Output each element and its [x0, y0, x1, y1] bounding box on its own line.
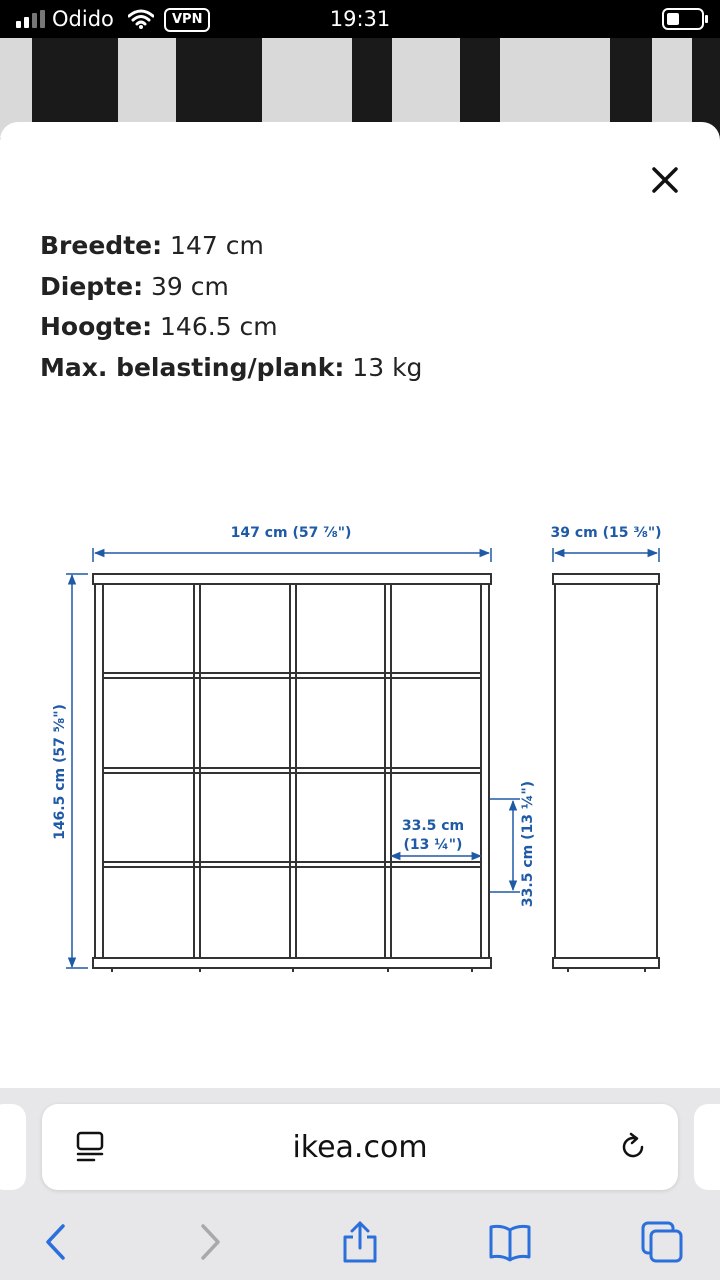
- product-dimensions-sheet: [0, 122, 720, 1088]
- width-dimension-label: 147 cm (57 ⅞"): [230, 525, 352, 541]
- share-icon[interactable]: [338, 1220, 382, 1264]
- browser-toolbar: [0, 1206, 720, 1280]
- next-tab-preview[interactable]: [694, 1104, 720, 1190]
- tabs-icon[interactable]: [640, 1220, 684, 1264]
- cube-height-label: 33.5 cm (13 ¼"): [520, 780, 536, 908]
- carrier-name: Odido: [52, 7, 114, 31]
- dimension-diagram: [0, 482, 720, 1002]
- spec-max-load: Max. belasting/plank: 13 kg: [40, 352, 423, 382]
- spec-height: Hoogte: 146.5 cm: [40, 312, 278, 341]
- address-bar[interactable]: [42, 1104, 678, 1190]
- back-icon[interactable]: [34, 1220, 78, 1264]
- cube-width-label-line2: (13 ¼"): [403, 837, 463, 853]
- spec-list: [40, 226, 422, 388]
- close-icon[interactable]: [645, 160, 685, 200]
- battery-icon: [662, 8, 708, 30]
- bookmarks-icon[interactable]: [488, 1220, 532, 1264]
- url-text[interactable]: ikea.com: [292, 1130, 428, 1165]
- status-time: 19:31: [329, 7, 391, 31]
- previous-tab-preview[interactable]: [0, 1104, 26, 1190]
- spec-depth: Diepte: 39 cm: [40, 271, 229, 301]
- cube-width-label-line1: 33.5 cm: [401, 818, 465, 834]
- spec-width: Breedte: 147 cm: [40, 231, 264, 260]
- shelf-front-view: [93, 574, 491, 972]
- reload-icon[interactable]: [616, 1130, 650, 1164]
- vpn-badge: VPN: [164, 8, 210, 32]
- browser-chrome: [0, 1088, 720, 1280]
- status-bar: [0, 0, 720, 38]
- forward-icon[interactable]: [188, 1220, 232, 1264]
- depth-dimension-label: 39 cm (15 ⅜"): [550, 525, 662, 541]
- shelf-side-view: [553, 574, 659, 972]
- height-dimension-label: 146.5 cm (57 ⅝"): [52, 704, 68, 840]
